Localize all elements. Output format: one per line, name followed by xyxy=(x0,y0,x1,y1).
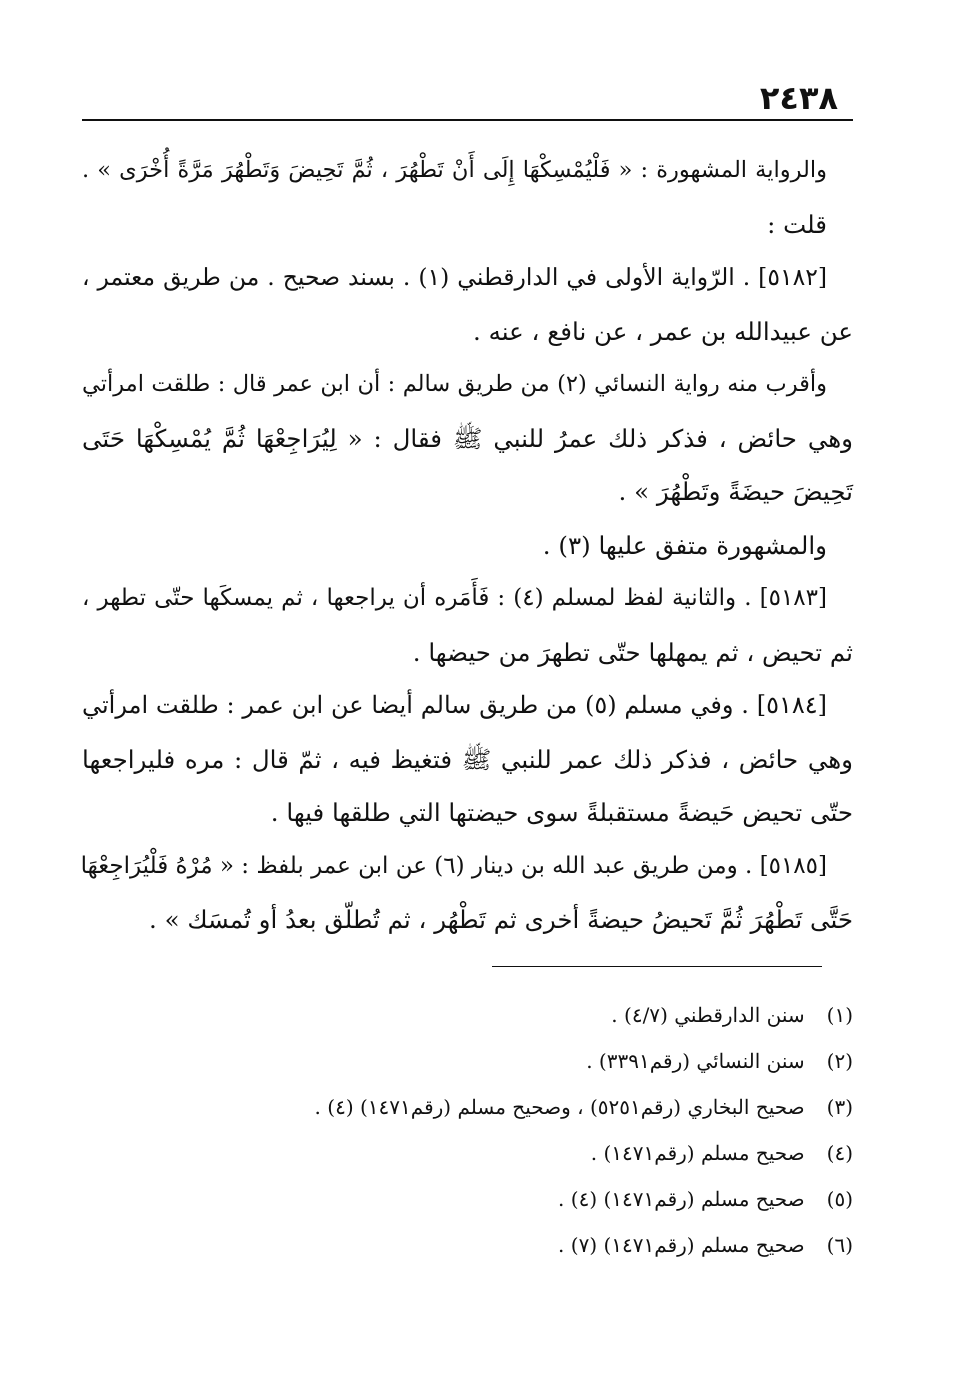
footnote-number: (٦) xyxy=(826,1233,853,1257)
body-text xyxy=(82,144,853,947)
footnote-number: (١) xyxy=(826,1003,853,1027)
body-line: وهي حائض ، فذكر ذلك عمر للنبي ﷺ فتغيظ فيه ، ثمّ قال : مره فليراجعها xyxy=(82,744,853,774)
body-line: [٥١٨٣] . والثانية لفظ لمسلم (٤) : فَأَمَره أن يراجعها ، ثم يمسكَها حتّى تطهر ، xyxy=(82,585,827,611)
footnote xyxy=(82,1130,853,1176)
body-line: وهي حائض ، فذكر ذلك عمرُ للنبي ﷺ فقال : « لِيُرَاجِعْهَا ثُمَّ يُمْسِكْهَا حَتَى xyxy=(82,423,853,453)
body-line: قلت : xyxy=(767,209,827,239)
footnote xyxy=(82,1176,853,1222)
body-line: [٥١٨٢] . الرّواية الأولى في الدارقطني (١) . بسند صحيح . من طريق معتمر ، xyxy=(82,263,827,291)
body-line: والرواية المشهورة : « فَلْيُمْسِكْهَا إِلَى أَنْ تَطْهُرَ ، ثُمَّ تَحِيضَ وَتَطْهُرَ مَرَّةً أُخْرَى » . xyxy=(82,157,827,183)
footnote-text: صحيح مسلم (رقم١٤٧١) . xyxy=(590,1141,805,1165)
body-line: ثم تحيض ، ثم يمهلها حتّى تطهرَ من حيضها . xyxy=(412,637,853,667)
body-line: عن عبيدالله بن عمر ، عن نافع ، عنه . xyxy=(473,316,853,346)
header-rule xyxy=(82,119,853,121)
footnote xyxy=(82,1038,853,1084)
footnote-text: صحيح مسلم (رقم١٤٧١) (٧) . xyxy=(558,1233,805,1257)
footnote-number: (٥) xyxy=(826,1187,853,1211)
body-line: تَحِيضَ حيضَةً وتَطْهُرَ » . xyxy=(618,477,853,506)
body-line: حتّى تحيض حَيضةً مستقبلةً سوى حيضتها التي طلقها فيها . xyxy=(270,798,853,827)
footnote-number: (٣) xyxy=(826,1095,853,1119)
footnote-text: سنن النسائي (رقم٣٣٩١) . xyxy=(586,1049,805,1073)
footnote xyxy=(82,1084,853,1130)
page-number: ٢٤٣٨ xyxy=(759,79,838,117)
body-line: [٥١٨٤] . وفي مسلم (٥) من طريق سالم أيضا عن ابن عمر : طلقت امرأتي xyxy=(82,691,827,719)
body-line: وأقرب منه رواية النسائي (٢) من طريق سالم : أن ابن عمر قال : طلقت امرأتي xyxy=(82,371,827,397)
footnote xyxy=(82,992,853,1038)
body-line: [٥١٨٥] . ومن طريق عبد الله بن دينار (٦) عن ابن عمر بلفظ : « مُرْهُ فَلْيُرَاجِعْهَا xyxy=(80,852,827,879)
footnote-text: سنن الدارقطني (٤/٧) . xyxy=(611,1003,805,1027)
body-line: حَتَّى تَطْهُرَ ثُمَّ تَحيضُ حيضةً أخرى ثم تَطْهُر ، ثم تُطلّق بعدُ أو تُمسَك » . xyxy=(149,905,853,934)
footnote-number: (٤) xyxy=(826,1141,853,1165)
footnotes xyxy=(82,992,853,1268)
footnote-separator xyxy=(492,966,822,967)
body-line: والمشهورة متفق عليها (٣) . xyxy=(542,530,827,560)
footnote-number: (٢) xyxy=(826,1049,853,1073)
footnote xyxy=(82,1222,853,1268)
footnote-text: صحيح البخاري (رقم٥٢٥١) ، وصحيح مسلم (رقم١٤٧١) (٤) . xyxy=(314,1095,805,1119)
footnote-text: صحيح مسلم (رقم١٤٧١) (٤) . xyxy=(558,1187,805,1211)
